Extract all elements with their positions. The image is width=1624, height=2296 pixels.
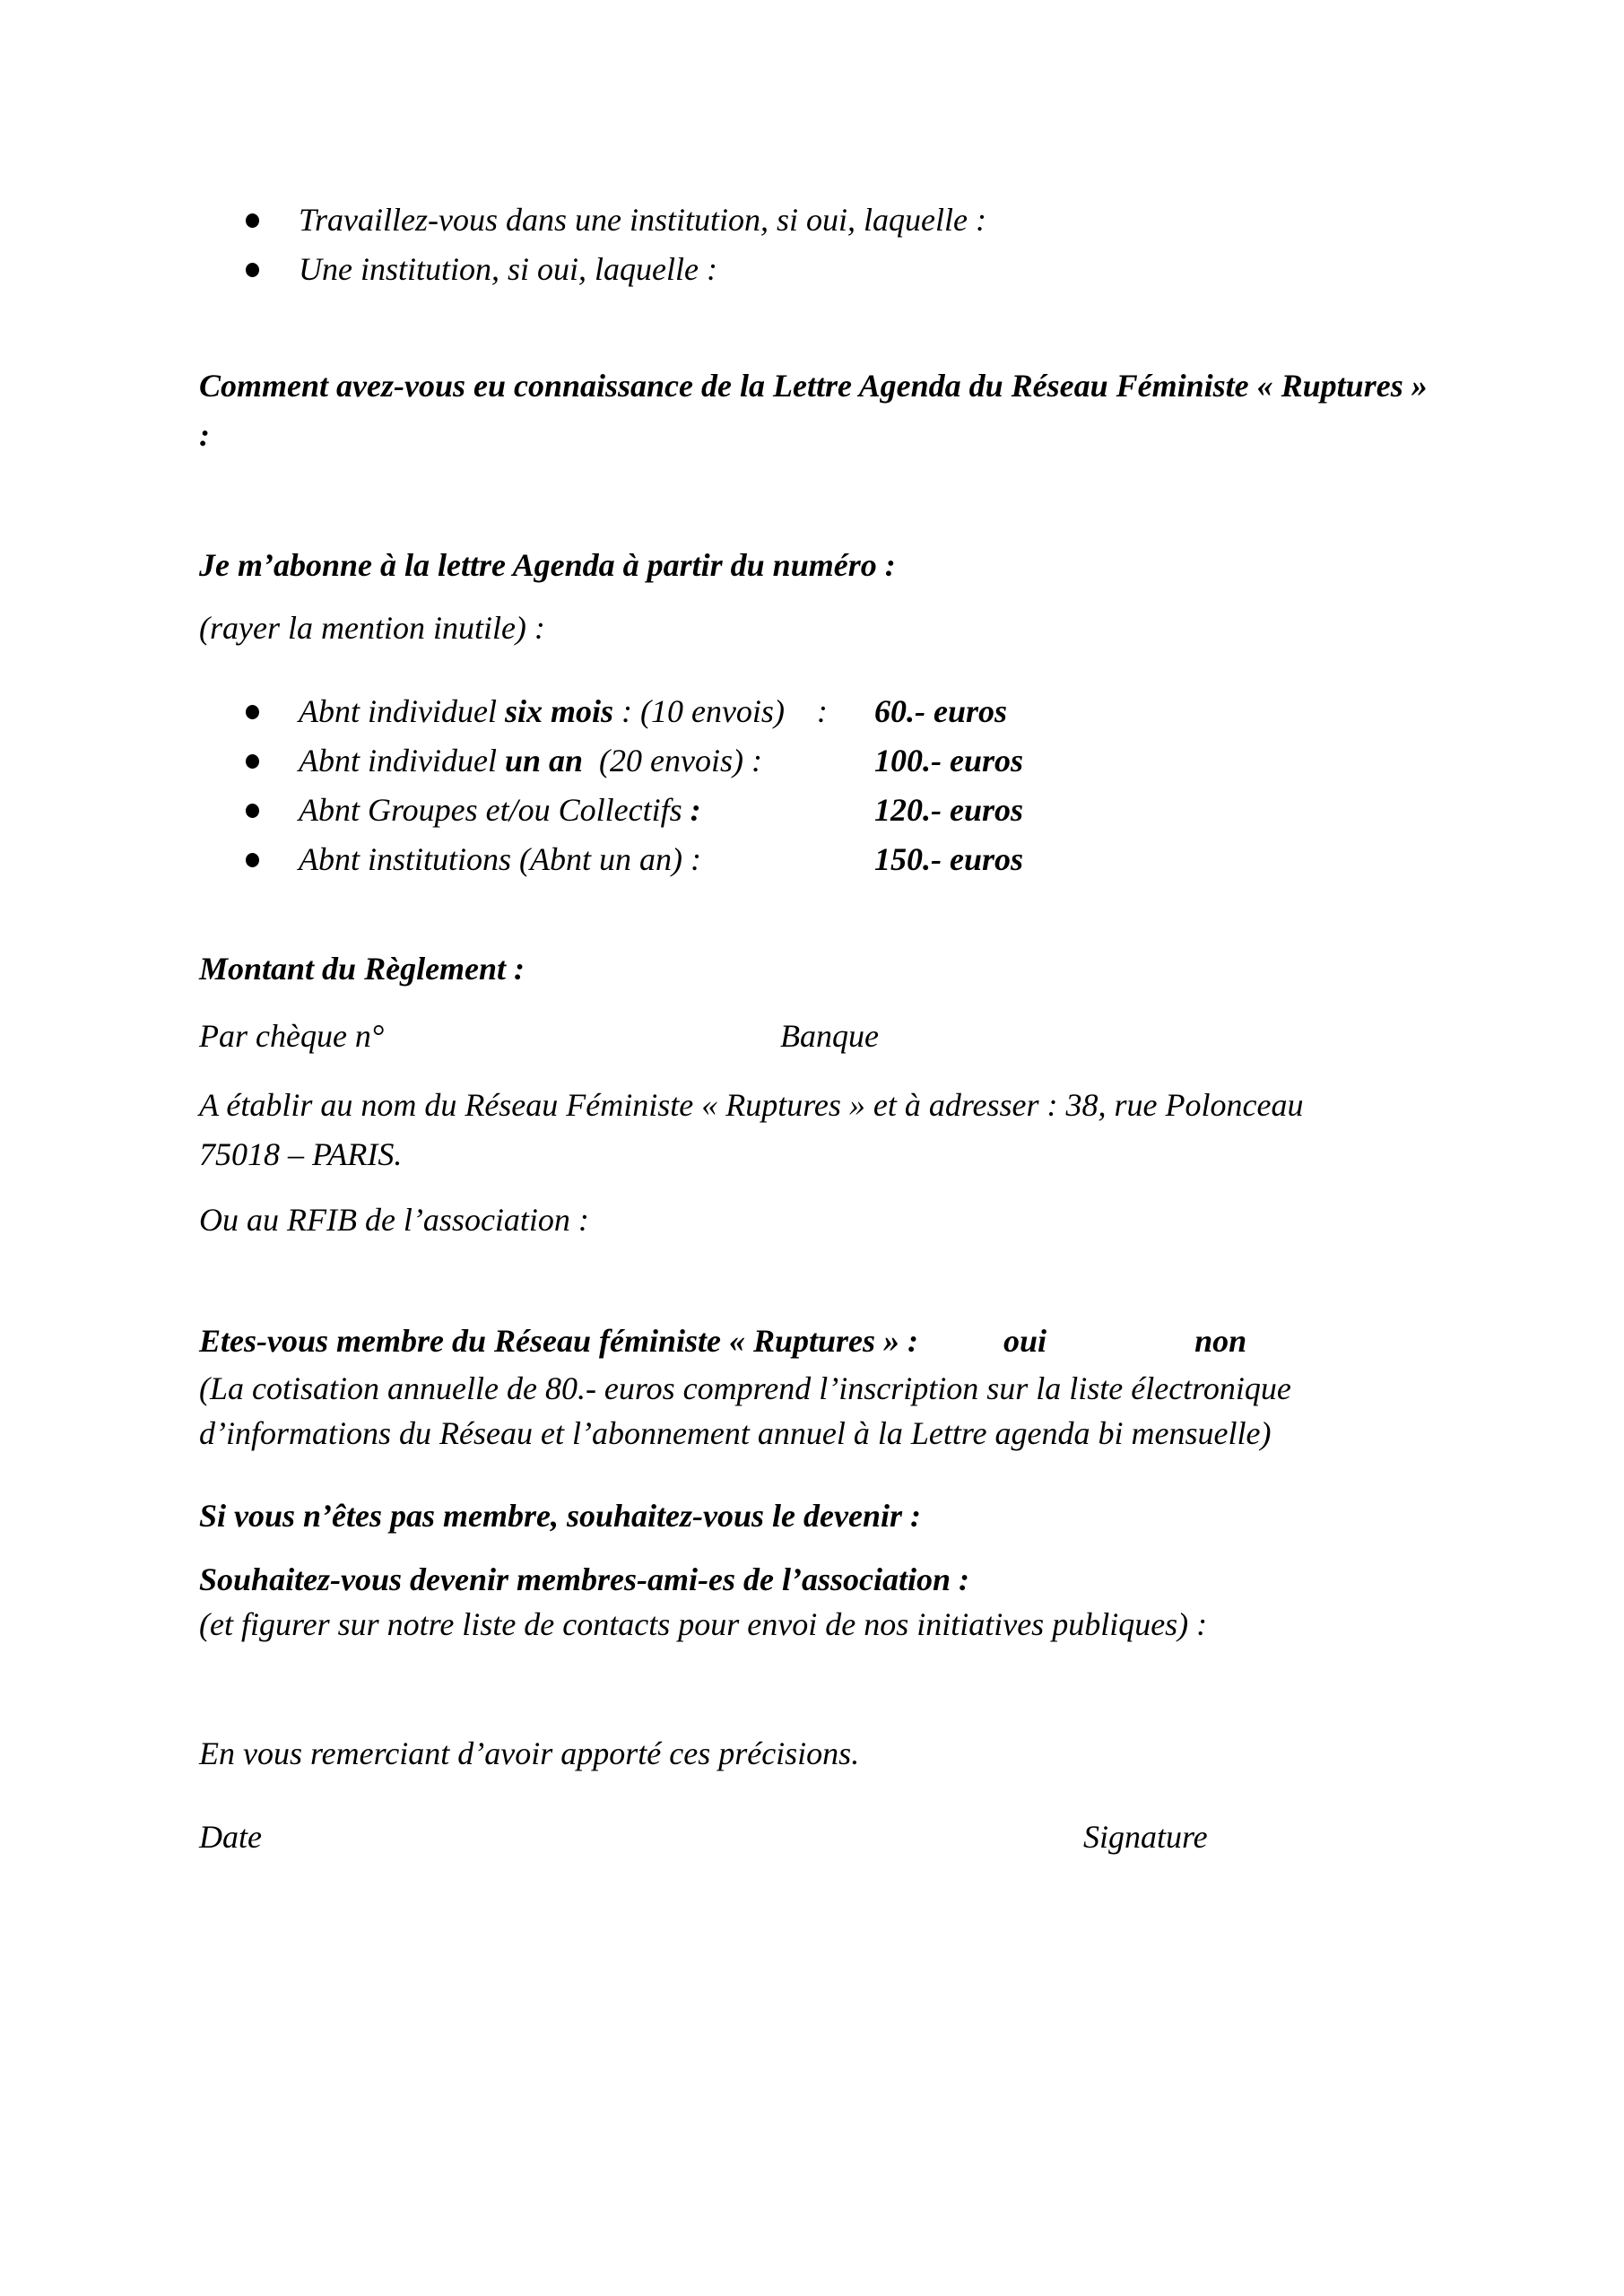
price-label-text: : (10 envois) :: [613, 693, 828, 729]
bullet-icon: [246, 853, 259, 867]
bullet-icon: [246, 263, 259, 277]
price-value: 100.- euros: [874, 743, 1024, 778]
price-label: [299, 736, 874, 786]
price-label: [299, 786, 874, 835]
address-line1: A établir au nom du Réseau Féministe « Ruptures » et à adresser : 38, rue Polonceau: [199, 1087, 1304, 1123]
price-item: [199, 736, 1481, 786]
become-member-question: Si vous n’êtes pas membre, souhaitez-vous le devenir :: [199, 1498, 921, 1534]
subscribe-heading: Je m’abonne à la lettre Agenda à partir du numéro :: [199, 547, 896, 583]
question-how-heard: [199, 361, 1481, 460]
price-label-bold: un an: [504, 743, 584, 778]
top-bullet-label: Une institution, si oui, laquelle :: [299, 251, 717, 287]
friend-member-note: (et figurer sur notre liste de contacts pour envoi de nos initiatives publiques) :: [199, 1606, 1208, 1642]
member-note-line2: d’informations du Réseau et l’abonnement annuel à la Lettre agenda bi mensuelle): [199, 1415, 1272, 1451]
bullet-icon: [246, 754, 259, 769]
price-label: [299, 835, 874, 884]
member-question: Etes-vous membre du Réseau féministe « Ruptures » :: [199, 1323, 919, 1359]
bullet-icon: [246, 705, 259, 719]
payment-line: [199, 1012, 1481, 1061]
strike-note: (rayer la mention inutile) :: [199, 610, 545, 646]
bullet-icon: [246, 804, 259, 818]
price-label-text: Abnt individuel: [299, 693, 505, 729]
banque-label: Banque: [780, 1018, 879, 1054]
question-how-heard-line2: :: [199, 417, 210, 453]
friend-member-section: [199, 1557, 1481, 1647]
price-label-text: Abnt institutions (Abnt un an) :: [299, 841, 701, 877]
price-item: [199, 786, 1481, 835]
price-label-bold: six mois: [504, 693, 613, 729]
rfib-line: Ou au RFIB de l’association :: [199, 1202, 589, 1238]
price-label-text: Abnt individuel: [299, 743, 505, 778]
top-bullet-item: [199, 196, 1481, 245]
price-label-text: Abnt Groupes et/ou Collectifs: [299, 792, 682, 828]
price-label-text: (20 envois) :: [583, 743, 762, 778]
member-note-line1: (La cotisation annuelle de 80.- euros comprend l’inscription sur la liste électronique: [199, 1370, 1291, 1406]
price-item: [199, 687, 1481, 736]
cheque-label: Par chèque n°: [199, 1018, 385, 1054]
price-value: 120.- euros: [874, 792, 1024, 828]
top-bullet-item: [199, 245, 1481, 294]
oui-option: oui: [1003, 1323, 1047, 1359]
price-value: 60.- euros: [874, 693, 1008, 729]
address-line2: 75018 – PARIS.: [199, 1136, 403, 1172]
non-option: non: [1194, 1323, 1247, 1359]
signature-label: Signature: [1083, 1819, 1208, 1855]
date-signature-line: [199, 1813, 1481, 1862]
price-item: [199, 835, 1481, 884]
top-bullet-label: Travaillez-vous dans une institution, si oui, laquelle :: [299, 202, 986, 238]
price-label: [299, 687, 874, 736]
price-label-bold: :: [682, 792, 701, 828]
bullet-icon: [246, 213, 259, 228]
date-label: Date: [199, 1819, 262, 1855]
montant-heading: Montant du Règlement :: [199, 951, 525, 987]
question-how-heard-line1: Comment avez-vous eu connaissance de la Lettre Agenda du Réseau Féministe « Ruptures »: [199, 368, 1428, 404]
member-question-line: [199, 1317, 1481, 1366]
member-section: [199, 1317, 1481, 1456]
member-note: [199, 1366, 1481, 1456]
thanks-line: En vous remerciant d’avoir apporté ces précisions.: [199, 1735, 860, 1771]
price-value: 150.- euros: [874, 841, 1024, 877]
price-list: [199, 687, 1481, 884]
friend-member-question: Souhaitez-vous devenir membres-ami-es de l’association :: [199, 1561, 969, 1597]
address-paragraph: [199, 1081, 1481, 1179]
top-bullet-list: [199, 196, 1481, 294]
